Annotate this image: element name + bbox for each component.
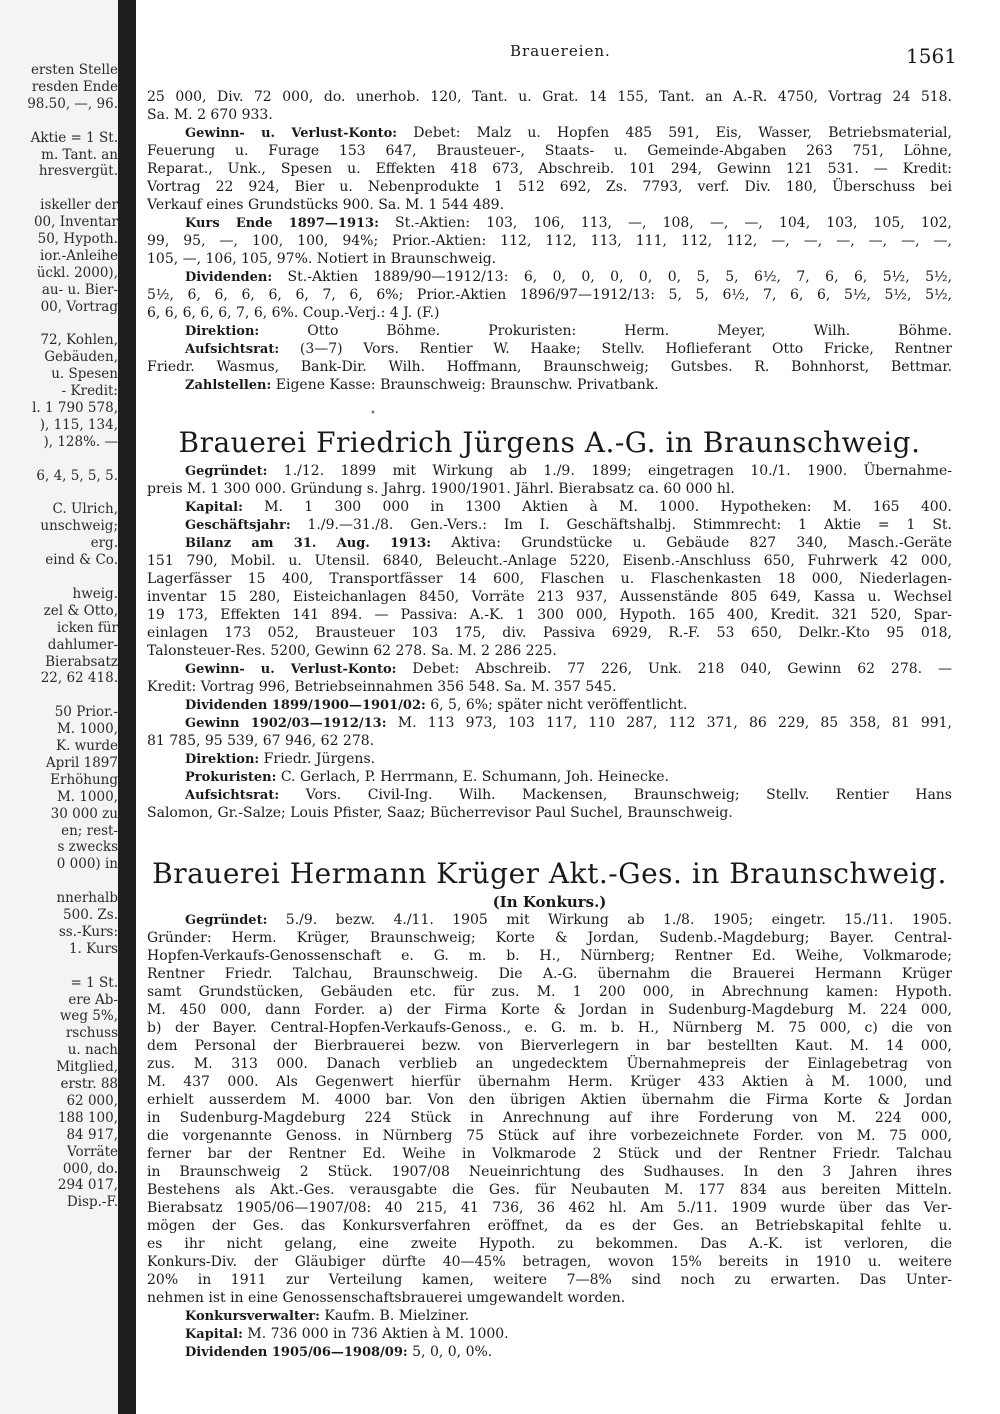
field-label: Bilanz am 31. Aug. 1913: (185, 536, 432, 551)
line-text: preis M. 1 300 000. Gründung s. Jahrg. 1900/1901. Jährl. Bierabsatz ca. 60 000 hl. (147, 481, 735, 497)
line-text: 6, 6, 6, 6, 6, 7, 6, 6%. Coup.-Verj.: 4 J. (F.) (147, 305, 440, 321)
line-text: Verkauf eines Grundstücks 900. Sa. M. 1 544 489. (147, 197, 505, 213)
line-text: 81 785, 95 539, 67 946, 62 278. (147, 733, 375, 749)
line-text: St.-Aktien: 103, 106, 113, —, 108, —, —, 104, 103, 105, 102, (378, 215, 952, 231)
field-label: Gewinn- u. Verlust-Konto: (185, 126, 398, 141)
field-label: Dividenden 1899/1900—1901/02: (185, 698, 426, 713)
field-label: Aufsichtsrat: (185, 342, 280, 357)
line-text: Konkurs-Div. der Gläubiger dürfte 40—45% betragen, wovon 15% bereits in 1910 u. weitere (147, 1254, 952, 1270)
fragment-line: - Kredit: (61, 383, 118, 400)
line-text: M. 736 000 in 736 Aktien à M. 1000. (242, 1326, 509, 1342)
text-line (147, 124, 952, 142)
text-line (147, 1289, 952, 1307)
text-line (147, 1181, 952, 1199)
text-line (147, 250, 952, 268)
line-text: samt Grundstücken, Gebäuden etc. für zus. M. 1 200 000, in Abrechnung kamen: Hypoth. (147, 984, 952, 1000)
text-line (147, 660, 952, 678)
fragment-line: 6, 4, 5, 5, 5. (36, 467, 118, 484)
text-line (147, 232, 952, 250)
line-text: erhielt ausserdem M. 4000 bar. Von den übrigen Aktien übernahm die Firma Korte & Jordan (147, 1092, 952, 1108)
line-text: 5, 0, 0, 0%. (407, 1344, 493, 1360)
line-text: Gründer: Herm. Krüger, Braunschweig; Korte & Jordan, Sudenb.-Magdeburg; Bayer. Central- (147, 930, 952, 946)
field-label: Kapital: (185, 1327, 243, 1342)
line-text: St.-Aktien 1889/90—1912/13: 6, 0, 0, 0, 0, 0, 5, 5, 6½, 7, 6, 6, 5½, 5½, (272, 269, 952, 285)
line-text: Reparat., Unk., Spesen u. Effekten 418 673, Abschreib. 101 294, Gewinn 121 531. — Kredit: (147, 161, 952, 177)
entry-body (147, 911, 952, 1361)
text-line (147, 1217, 952, 1235)
fragment-line: unschweig; (40, 518, 118, 535)
field-label: Direktion: (185, 752, 260, 767)
fragment-line: ), 115, 134, (39, 416, 118, 433)
fragment-line: Mitglied, (56, 1059, 118, 1076)
fragment-line: au- u. Bier- (41, 281, 118, 298)
fragment-line: erg. (90, 535, 118, 552)
field-label: Aufsichtsrat: (185, 788, 280, 803)
fragment-line: Vorräte (66, 1143, 118, 1160)
line-text: 105, —, 106, 105, 97%. Notiert in Braunschweig. (147, 251, 497, 267)
line-text: einlagen 173 052, Brausteuer 103 175, div. Passiva 6929, R.-F. 53 650, Delkr.-Kto 95 018, (147, 625, 952, 641)
fragment-line: 00, Vortrag (40, 298, 118, 315)
text-line (147, 732, 952, 750)
fragment-line: M. 1000, (56, 721, 118, 738)
text-line (147, 214, 952, 232)
line-text: Friedr. Wasmus, Bank-Dir. Wilh. Hoffmann, Braunschweig; Gutsbes. R. Bohnhorst, Bettmar. (147, 359, 952, 375)
fragment-line: ), 128%. — (43, 433, 118, 450)
line-text: Vortrag 22 924, Bier u. Nebenprodukte 1 512 692, Zs. 7793, verf. Div. 180, Überschuss bei (147, 179, 952, 195)
fragment-line: zel & Otto, (43, 602, 118, 619)
text-line (147, 88, 952, 106)
text-line (147, 286, 952, 304)
text-line (147, 965, 952, 983)
line-text: 6, 5, 6%; später nicht veröffentlicht. (425, 697, 688, 713)
line-text: nehmen ist in eine Genossenschaftsbrauerei umgewandelt worden. (147, 1290, 626, 1306)
fragment-line: ersten Stelle (30, 62, 118, 78)
fragment-line: weg 5%, (59, 1008, 118, 1025)
text-line (147, 516, 952, 534)
text-line (147, 1343, 952, 1361)
text-line (147, 768, 952, 786)
text-line (147, 196, 952, 214)
text-line (147, 678, 952, 696)
text-line (147, 983, 952, 1001)
line-text: Talonsteuer-Res. 5200, Gewinn 62 278. Sa. M. 2 286 225. (147, 643, 557, 659)
page (140, 0, 1000, 1414)
fragment-line: ior.-Anleihe (39, 247, 118, 264)
line-text: 25 000, Div. 72 000, do. unerhob. 120, Tant. u. Grat. 14 155, Tant. an A.-R. 4750, Vortrag 24 518. (147, 89, 952, 105)
text-line (147, 1073, 952, 1091)
line-text: dem Personal der Bierbrauerei bezw. von Bierverlegern in bar bestellten Kaut. M. 14 000, (147, 1038, 952, 1054)
line-text: 5./9. bezw. 4./11. 1905 mit Wirkung ab 1./8. 1905; eingetr. 15./11. 1905. (267, 912, 952, 928)
fragment-line: m. Tant. an (41, 146, 118, 163)
fragment-line: resden Ende (31, 78, 118, 95)
field-label: Prokuristen: (185, 770, 277, 785)
field-label: Dividenden 1905/06—1908/09: (185, 1345, 408, 1360)
line-text: die vorgenannte Genoss. in Nürnberg 75 Stück auf ihre vorbezeichnete Forder. von M. 75 000, (147, 1128, 952, 1144)
field-label: Gewinn 1902/03—1912/13: (185, 716, 387, 731)
text-line (147, 376, 952, 394)
fragment-line: Aktie = 1 St. (30, 129, 118, 146)
running-head: Brauereien. (510, 42, 611, 60)
text-line (147, 1037, 952, 1055)
fragment-line: 00, Inventar (33, 214, 118, 231)
field-label: Zahlstellen: (185, 378, 272, 393)
line-text: b) der Bayer. Central-Hopfen-Verkaufs-Genoss., e. G. m. b. H., Nürnberg M. 75 000, c) die von (147, 1020, 952, 1036)
text-line (147, 160, 952, 178)
fragment-line: Disp.-F. (66, 1194, 118, 1211)
field-label: Geschäftsjahr: (185, 518, 291, 533)
fragment-line: Bierabsatz (45, 653, 118, 670)
fragment-line: C. Ulrich, (52, 501, 118, 518)
text-line (147, 1055, 952, 1073)
text-line (147, 1199, 952, 1217)
line-text: 1./9.—31./8. Gen.-Vers.: Im I. Geschäftshalbj. Stimmrecht: 1 Aktie = 1 St. (290, 517, 952, 533)
line-text: Vors. Civil-Ing. Wilh. Mackensen, Braunschweig; Stellv. Rentier Hans (279, 787, 952, 803)
text-line (147, 947, 952, 965)
text-line (147, 714, 952, 732)
line-text: Debet: Malz u. Hopfen 485 591, Eis, Wasser, Betriebsmaterial, (397, 125, 952, 141)
text-line (147, 358, 952, 376)
text-line (147, 1235, 952, 1253)
fragment-line: M. 1000, (56, 788, 118, 805)
line-text: Sa. M. 2 670 933. (147, 107, 273, 123)
line-text: Kredit: Vortrag 996, Betriebseinnahmen 356 548. Sa. M. 357 545. (147, 679, 617, 695)
field-label: Gegründet: (185, 464, 268, 479)
text-line (147, 534, 952, 552)
line-text: M. 437 000. Als Gegenwert hierfür übernahm Herm. Krüger 433 Aktien à M. 1000, und (147, 1074, 952, 1090)
text-line (147, 750, 952, 768)
text-line (147, 1127, 952, 1145)
line-text: 19 173, Effekten 141 894. — Passiva: A.-K. 1 300 000, Hypoth. 165 400, Kredit. 321 520, Spar- (147, 607, 952, 623)
text-line (147, 642, 952, 660)
line-text: Debet: Abschreib. 77 226, Unk. 218 040, Gewinn 62 278. — (396, 661, 952, 677)
text-line (147, 1163, 952, 1181)
line-text: 20% in 1911 zur Verteilung kamen, weitere 7—8% sind noch zu erwarten. Das Unter- (147, 1272, 952, 1288)
text-line (147, 929, 952, 947)
line-text: Rentner Friedr. Talchau, Braunschweig. Die A.-G. übernahm die Brauerei Hermann Krüger (147, 966, 952, 982)
fragment-line: 294 017, (57, 1177, 118, 1194)
text-line (147, 268, 952, 286)
text-line (147, 552, 952, 570)
fragment-line: en; rest- (61, 822, 118, 839)
fragment-line: rschuss (65, 1025, 118, 1042)
fragment-line: 50 Prior.- (54, 704, 118, 721)
line-text: 1./12. 1899 mit Wirkung ab 1./9. 1899; eingetragen 10./1. 1900. Übernahme- (267, 463, 952, 479)
entry-juergens (147, 424, 952, 822)
text-line (147, 1001, 952, 1019)
line-text: mögen der Ges. das Konkursverfahren eröffnet, da es der Ges. an Betriebskapital fehlte u. (147, 1218, 952, 1234)
previous-entry-continuation (147, 88, 952, 394)
fragment-line: = 1 St. (70, 974, 118, 991)
fragment-line: 1. Kurs (68, 940, 118, 957)
facing-page-fragment (0, 0, 118, 1414)
fragment-line: 188 100, (57, 1109, 118, 1126)
text-line (147, 304, 952, 322)
line-text: Eigene Kasse: Braunschweig: Braunschw. Privatbank. (271, 377, 659, 393)
fragment-line: eind & Co. (45, 552, 118, 569)
line-text: M. 1 300 000 in 1300 Aktien à M. 1000. Hypotheken: M. 165 400. (242, 499, 952, 515)
text-line (147, 1253, 952, 1271)
line-text: Bierabsatz 1905/06—1907/08: 40 215, 41 736, 36 462 hl. Am 5./11. 1909 wurde über das Ver- (147, 1200, 952, 1216)
text-line (147, 606, 952, 624)
page-number: 1561 (906, 44, 957, 68)
field-label: Kapital: (185, 500, 243, 515)
line-text: 151 790, Mobil. u. Utensil. 6840, Beleucht.-Anlage 5220, Eisenb.-Anschluss 650, Fuhrwerk 42 000, (147, 553, 952, 569)
line-text: Aktiva: Grundstücke u. Gebäude 827 340, Masch.-Geräte (431, 535, 952, 551)
fragment-line: K. wurde (55, 738, 118, 754)
line-text: 99, 95, —, 100, 100, 94%; Prior.-Aktien: 112, 112, 113, 111, 112, 112, —, —, —, —, —, —, (147, 233, 952, 249)
fragment-line: s zwecks (57, 839, 118, 856)
entry-body (147, 462, 952, 822)
entry-title: Brauerei Friedrich Jürgens A.-G. in Braunschweig. (178, 426, 921, 459)
fragment-line: 500. Zs. (63, 907, 118, 923)
text-line (147, 786, 952, 804)
fragment-line: 84 917, (66, 1126, 118, 1143)
text-line (147, 1091, 952, 1109)
line-text: Feuerung u. Furage 153 647, Brausteuer-, Staats- u. Gemeinde-Abgaben 263 751, Löhne, (147, 143, 952, 159)
fragment-line: hresvergüt. (38, 163, 118, 180)
line-text: M. 450 000, dann Forder. a) der Firma Korte & Jordan in Sudenburg-Magdeburg M. 224 000, (147, 1002, 952, 1018)
line-text: C. Gerlach, P. Herrmann, E. Schumann, Joh. Heinecke. (276, 769, 670, 785)
text-line (147, 804, 952, 822)
text-line (147, 340, 952, 358)
line-text: Hopfen-Verkaufs-Genossenschaft e. G. m. b. H., Nürnberg; Rentner Ed. Weihe, Volkmarode; (147, 948, 952, 964)
field-label: Direktion: (185, 324, 260, 339)
fragment-line: ere Ab- (68, 991, 118, 1008)
entry-subtitle: (In Konkurs.) (492, 893, 607, 911)
text-line (147, 1019, 952, 1037)
fragment-line: ückl. 2000), (36, 264, 118, 281)
text-line (147, 1325, 952, 1343)
fragment-line: 0 000) in (56, 856, 118, 873)
text-line (147, 1271, 952, 1289)
field-label: Konkursverwalter: (185, 1309, 320, 1324)
entry-title: Brauerei Hermann Krüger Akt.-Ges. in Braunschweig. (152, 857, 947, 890)
fragment-line: April 1897 (45, 754, 118, 771)
line-text: in Sudenburg-Magdeburg 224 Stück in Anrechnung auf ihre Forderung von M. 224 000, (147, 1110, 952, 1126)
line-text: Salomon, Gr.-Salze; Louis Pfister, Saaz; Bücherrevisor Paul Suchel, Braunschweig. (147, 805, 733, 821)
fragment-line: iskeller der (40, 197, 118, 214)
text-line (147, 570, 952, 588)
line-text: 5½, 6, 6, 6, 6, 6, 7, 6, 6%; Prior.-Aktien 1896/97—1912/13: 5, 5, 6½, 7, 6, 6, 5½, 5½, 5½, (147, 287, 952, 303)
line-text: in Braunschweig 2 Stück. 1907/08 Neueinrichtung des Sudhauses. In den 3 Jahren ihres (147, 1164, 952, 1180)
line-text: Bestehens als Akt.-Ges. verausgabte die Ges. für Neubauten M. 177 834 aus bereiten Mitteln. (147, 1182, 952, 1198)
field-label: Gewinn- u. Verlust-Konto: (185, 662, 397, 677)
line-text: es ihr nicht gelang, eine zweite Hypoth. zu bekommen. Das A.-K. ist verloren, die (147, 1236, 952, 1252)
text-line (147, 624, 952, 642)
fragment-line: 30 000 zu (50, 805, 118, 822)
text-line (147, 178, 952, 196)
field-label: Kurs Ende 1897—1913: (185, 216, 379, 231)
fragment-line: dahlumer- (47, 636, 118, 653)
text-line (147, 911, 952, 929)
fragment-line: erstr. 88 (60, 1076, 118, 1092)
field-label: Dividenden: (185, 270, 273, 285)
fragment-line: hweig. (72, 585, 118, 602)
text-line (147, 498, 952, 516)
line-text: Friedr. Jürgens. (259, 751, 376, 767)
fragment-line: 72, Kohlen, (40, 332, 118, 349)
fragment-line: 50, Hypoth. (37, 231, 118, 247)
entry-krueger (147, 855, 952, 1361)
fragment-line: 22, 62 418. (40, 670, 118, 687)
line-text: ferner bar der Rentner Ed. Weihe in Volkmarode 2 Stück und der Rentner Friedr. Talchau (147, 1146, 952, 1162)
text-line (147, 480, 952, 498)
separator-mark: • (370, 408, 376, 419)
text-line (147, 142, 952, 160)
fragment-line: l. 1 790 578, (32, 400, 118, 416)
text-line (147, 1145, 952, 1163)
fragment-line: nnerhalb (56, 890, 118, 907)
line-text: Kaufm. B. Mielziner. (319, 1308, 470, 1324)
text-line (147, 322, 952, 340)
fragment-line: 62 000, (66, 1092, 118, 1109)
fragment-line: u. Spesen (51, 366, 118, 383)
line-text: M. 113 973, 103 117, 110 287, 112 371, 86 229, 85 358, 81 991, (386, 715, 952, 731)
text-line (147, 696, 952, 714)
fragment-line: Gebäuden, (44, 349, 118, 366)
text-line (147, 588, 952, 606)
line-text: (3—7) Vors. Rentier W. Haake; Stellv. Hoflieferant Otto Fricke, Rentner (279, 341, 952, 357)
fragment-line: ss.-Kurs: (58, 923, 118, 940)
line-text: Otto Böhme. Prokuristen: Herm. Meyer, Wilh. Böhme. (259, 323, 952, 339)
fragment-line: 000, do. (62, 1160, 118, 1177)
field-label: Gegründet: (185, 913, 268, 928)
text-line (147, 1307, 952, 1325)
line-text: inventar 15 280, Eisteichanlagen 8450, Vorräte 213 937, Aussenstände 805 649, Kassa u. Wechsel (147, 589, 952, 605)
book-gutter (118, 0, 136, 1414)
fragment-line: Erhöhung (50, 771, 118, 788)
fragment-line: u. nach (67, 1042, 118, 1059)
fragment-line: 98.50, —, 96. (27, 95, 118, 112)
line-text: zus. M. 313 000. Danach verblieb an ungedecktem Übernahmepreis der Einlagebetrag von (147, 1056, 952, 1072)
line-text: Lagerfässer 15 400, Transportfässer 14 600, Flaschen u. Flaschenkasten 18 000, Niederlagen- (147, 571, 952, 587)
text-line (147, 462, 952, 480)
text-line (147, 1109, 952, 1127)
fragment-line: icken für (56, 619, 118, 636)
text-line (147, 106, 952, 124)
